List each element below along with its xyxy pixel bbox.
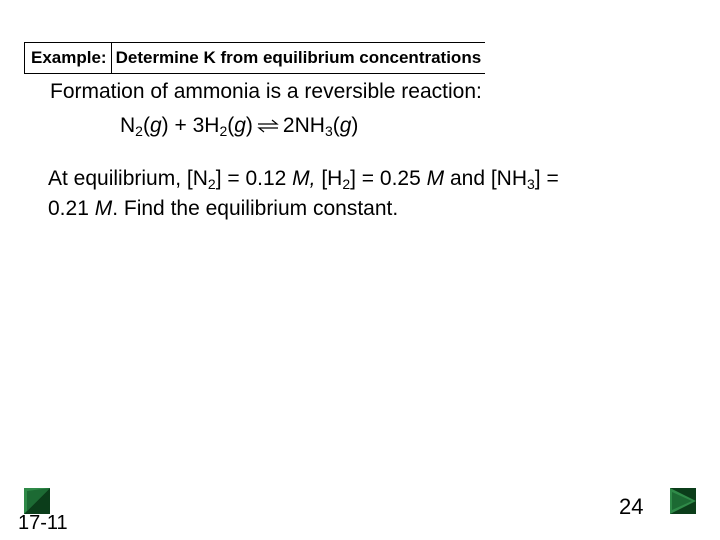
page-number: 24 (619, 494, 644, 519)
phase-open: ( (142, 114, 150, 137)
example-label: Example: (24, 42, 112, 74)
given-text: 0.21 (48, 197, 95, 220)
slide-header (24, 42, 485, 74)
reactant-n2-subscript: 2 (135, 123, 143, 139)
phase-gas: g (149, 114, 162, 137)
given-line-2 (48, 197, 398, 221)
forward-arrow-icon[interactable] (670, 488, 696, 514)
phase-gas: g (339, 114, 352, 137)
phase-open: ( (227, 114, 235, 137)
product-nh3-subscript: 3 (324, 123, 333, 139)
given-text: ] = 0.12 (215, 167, 293, 190)
phase-close: ) (245, 114, 253, 137)
given-text: . Find the equilibrium constant. (112, 197, 399, 220)
reactant-n2-symbol: N (120, 114, 136, 137)
given-text: [H (315, 167, 343, 190)
n2-subscript: 2 (207, 176, 216, 192)
nh3-subscript: 3 (527, 176, 535, 192)
phase-close: ) (351, 114, 359, 137)
molarity-unit: M, (292, 167, 316, 190)
slide-code: 17-11 (18, 512, 68, 534)
slide-title: Determine K from equilibrium concentrations (112, 42, 486, 74)
back-arrow-icon[interactable] (24, 488, 50, 514)
phase-open: ( (332, 114, 340, 137)
given-text: ] = 0.25 (350, 167, 427, 190)
reactant-h2-prefix: ) + 3H (161, 114, 220, 137)
reactant-h2-subscript: 2 (219, 123, 228, 139)
h2-subscript: 2 (342, 176, 351, 192)
equilibrium-arrow-icon (257, 119, 279, 133)
given-line-1 (48, 167, 559, 191)
phase-gas: g (234, 114, 246, 137)
reaction-equation (120, 114, 358, 138)
intro-text: Formation of ammonia is a reversible reaction: (50, 80, 482, 103)
given-text: and [NH (444, 167, 527, 190)
product-nh3-symbol: 2NH (282, 114, 325, 137)
given-text: At equilibrium, [N (48, 167, 208, 190)
given-text: ] = (534, 167, 559, 190)
molarity-unit: M (94, 197, 113, 220)
molarity-unit: M (426, 167, 445, 190)
